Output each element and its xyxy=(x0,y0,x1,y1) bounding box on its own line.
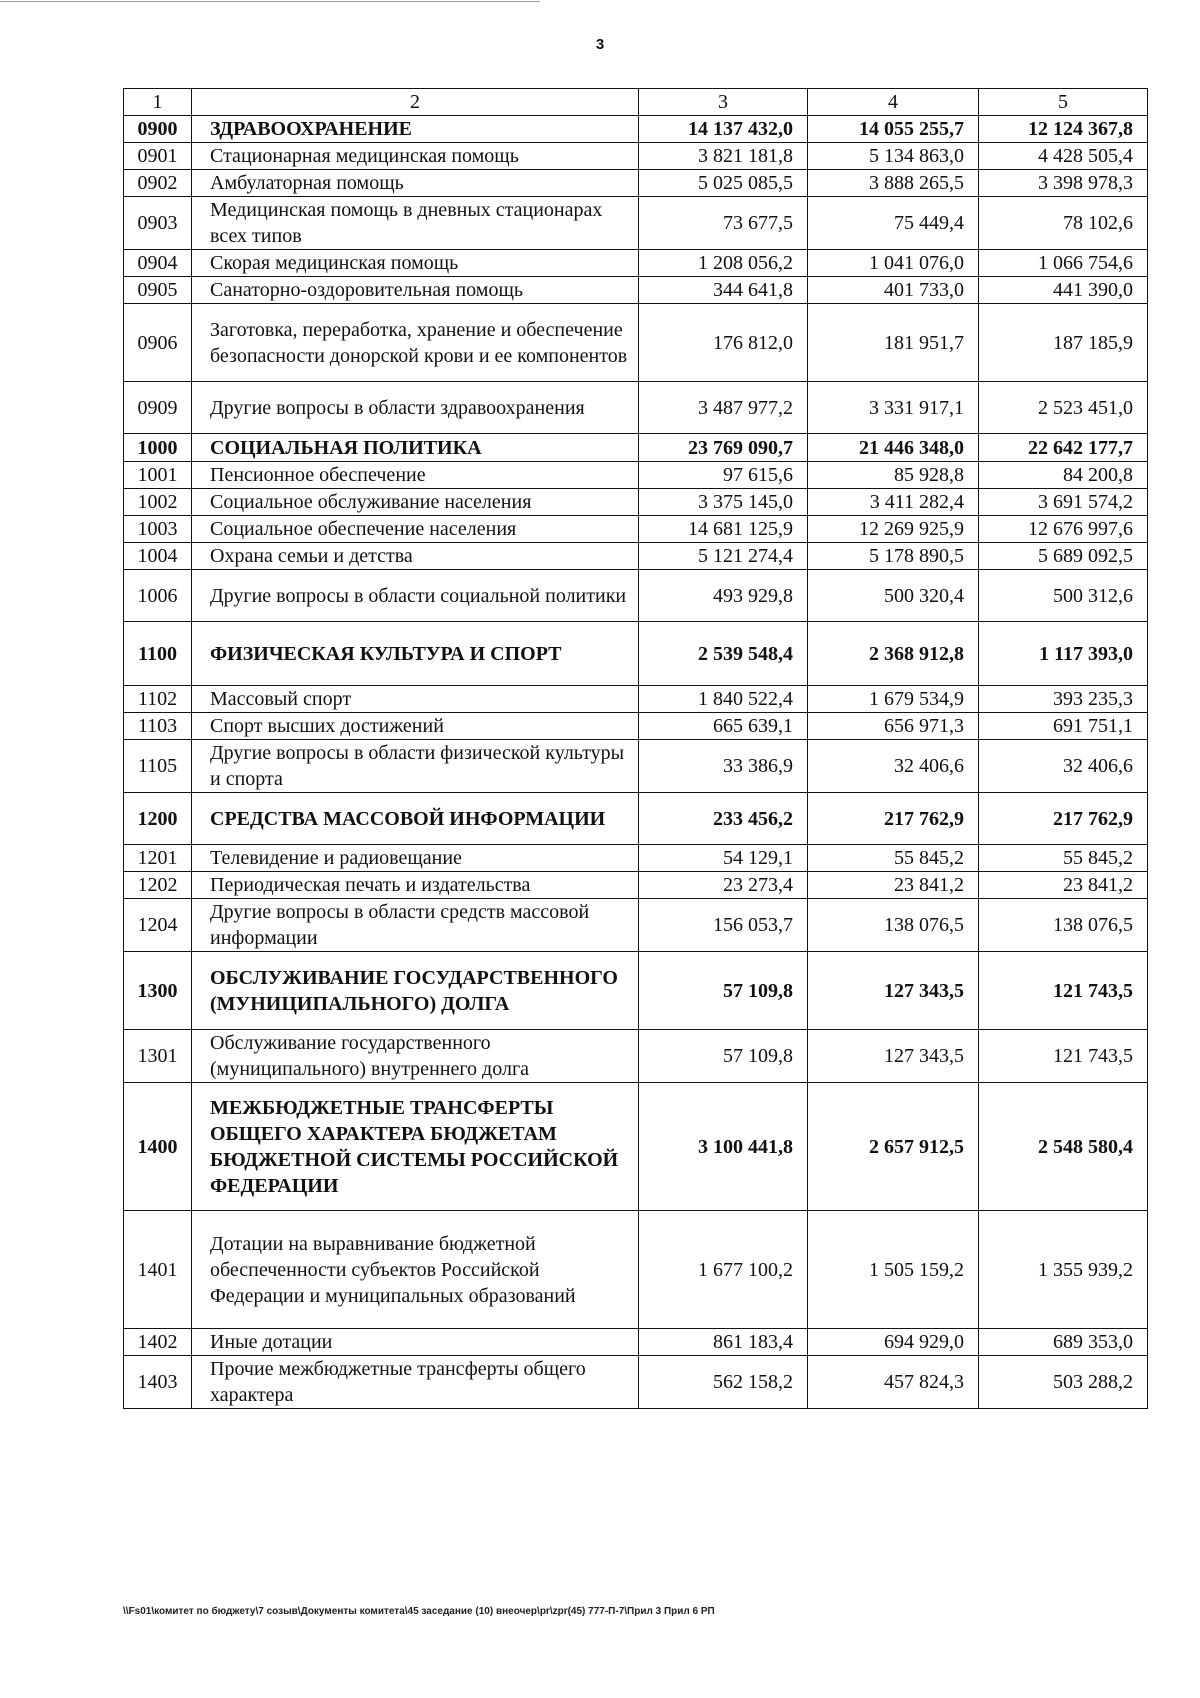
table-row xyxy=(124,1030,1148,1083)
row-value-col3: 23 273,4 xyxy=(639,872,808,899)
row-value-col4: 23 841,2 xyxy=(808,872,979,899)
row-value-col4: 3 331 917,1 xyxy=(808,382,979,434)
top-rule xyxy=(0,1,540,2)
row-value-col4: 1 041 076,0 xyxy=(808,250,979,277)
row-name: Иные дотации xyxy=(192,1329,639,1356)
row-value-col4: 12 269 925,9 xyxy=(808,516,979,543)
row-value-col5: 78 102,6 xyxy=(979,197,1148,250)
row-value-col4: 14 055 255,7 xyxy=(808,116,979,143)
row-name: Телевидение и радиовещание xyxy=(192,845,639,872)
table-row xyxy=(124,462,1148,489)
row-value-col4: 656 971,3 xyxy=(808,713,979,740)
column-header-5: 5 xyxy=(979,89,1148,116)
row-value-col4: 181 951,7 xyxy=(808,304,979,382)
row-value-col5: 55 845,2 xyxy=(979,845,1148,872)
table-row xyxy=(124,516,1148,543)
row-value-col4: 85 928,8 xyxy=(808,462,979,489)
table-row xyxy=(124,1356,1148,1409)
row-value-col3: 57 109,8 xyxy=(639,952,808,1030)
row-name: Социальное обеспечение населения xyxy=(192,516,639,543)
row-value-col3: 1 840 522,4 xyxy=(639,686,808,713)
table-row xyxy=(124,543,1148,570)
row-value-col5: 500 312,6 xyxy=(979,570,1148,622)
row-value-col3: 1 677 100,2 xyxy=(639,1211,808,1329)
row-code: 1202 xyxy=(124,872,192,899)
row-value-col4: 401 733,0 xyxy=(808,277,979,304)
row-value-col4: 3 888 265,5 xyxy=(808,170,979,197)
row-value-col3: 3 487 977,2 xyxy=(639,382,808,434)
row-code: 1003 xyxy=(124,516,192,543)
row-name: Скорая медицинская помощь xyxy=(192,250,639,277)
row-name: Дотации на выравнивание бюджетной обеспеченности субъектов Российской Федерации и муниципальных образований xyxy=(192,1211,639,1329)
row-value-col5: 32 406,6 xyxy=(979,740,1148,793)
row-name: Медицинская помощь в дневных стационарах всех типов xyxy=(192,197,639,250)
budget-table xyxy=(123,88,1148,1409)
column-header-3: 3 xyxy=(639,89,808,116)
table-row xyxy=(124,277,1148,304)
row-code: 0905 xyxy=(124,277,192,304)
row-value-col3: 33 386,9 xyxy=(639,740,808,793)
row-code: 0904 xyxy=(124,250,192,277)
row-value-col3: 176 812,0 xyxy=(639,304,808,382)
table-row xyxy=(124,170,1148,197)
row-value-col3: 57 109,8 xyxy=(639,1030,808,1083)
row-name: ФИЗИЧЕСКАЯ КУЛЬТУРА И СПОРТ xyxy=(192,622,639,686)
row-code: 0901 xyxy=(124,143,192,170)
row-code: 1401 xyxy=(124,1211,192,1329)
row-value-col5: 441 390,0 xyxy=(979,277,1148,304)
row-value-col5: 1 355 939,2 xyxy=(979,1211,1148,1329)
section-row xyxy=(124,952,1148,1030)
section-row xyxy=(124,434,1148,462)
row-value-col3: 1 208 056,2 xyxy=(639,250,808,277)
row-value-col3: 156 053,7 xyxy=(639,899,808,952)
row-code: 1002 xyxy=(124,489,192,516)
row-name: Другие вопросы в области средств массовой информации xyxy=(192,899,639,952)
table-row xyxy=(124,686,1148,713)
row-name: СРЕДСТВА МАССОВОЙ ИНФОРМАЦИИ xyxy=(192,793,639,845)
row-value-col5: 12 124 367,8 xyxy=(979,116,1148,143)
row-name: Другие вопросы в области социальной политики xyxy=(192,570,639,622)
row-code: 1200 xyxy=(124,793,192,845)
row-value-col3: 3 821 181,8 xyxy=(639,143,808,170)
row-value-col3: 233 456,2 xyxy=(639,793,808,845)
table-header-row xyxy=(124,89,1148,116)
row-value-col3: 97 615,6 xyxy=(639,462,808,489)
row-code: 1006 xyxy=(124,570,192,622)
row-value-col5: 22 642 177,7 xyxy=(979,434,1148,462)
row-name: Санаторно-оздоровительная помощь xyxy=(192,277,639,304)
row-value-col5: 4 428 505,4 xyxy=(979,143,1148,170)
row-code: 1300 xyxy=(124,952,192,1030)
row-code: 1001 xyxy=(124,462,192,489)
row-value-col5: 503 288,2 xyxy=(979,1356,1148,1409)
row-value-col3: 562 158,2 xyxy=(639,1356,808,1409)
row-value-col4: 694 929,0 xyxy=(808,1329,979,1356)
row-code: 1402 xyxy=(124,1329,192,1356)
row-value-col4: 3 411 282,4 xyxy=(808,489,979,516)
section-row xyxy=(124,622,1148,686)
row-value-col5: 84 200,8 xyxy=(979,462,1148,489)
row-code: 0906 xyxy=(124,304,192,382)
row-value-col4: 5 178 890,5 xyxy=(808,543,979,570)
row-name: Охрана семьи и детства xyxy=(192,543,639,570)
row-name: Социальное обслуживание населения xyxy=(192,489,639,516)
row-name: Другие вопросы в области здравоохранения xyxy=(192,382,639,434)
row-name: ОБСЛУЖИВАНИЕ ГОСУДАРСТВЕННОГО (МУНИЦИПАЛЬНОГО) ДОЛГА xyxy=(192,952,639,1030)
row-code: 1100 xyxy=(124,622,192,686)
row-value-col5: 187 185,9 xyxy=(979,304,1148,382)
row-value-col5: 393 235,3 xyxy=(979,686,1148,713)
row-value-col4: 2 657 912,5 xyxy=(808,1083,979,1211)
row-value-col5: 217 762,9 xyxy=(979,793,1148,845)
footer-file-path: \\Fs01\комитет по бюджету\7 созыв\Документы комитета\45 заседание (10) внеочер\pr\zpr(45) 777-П-7\Прил 3 Прил 6 РП xyxy=(123,1606,715,1617)
table-row xyxy=(124,1211,1148,1329)
row-value-col5: 23 841,2 xyxy=(979,872,1148,899)
row-value-col3: 14 681 125,9 xyxy=(639,516,808,543)
row-value-col5: 138 076,5 xyxy=(979,899,1148,952)
table-row xyxy=(124,304,1148,382)
row-value-col3: 3 375 145,0 xyxy=(639,489,808,516)
table-row xyxy=(124,382,1148,434)
row-code: 1000 xyxy=(124,434,192,462)
row-code: 1102 xyxy=(124,686,192,713)
row-value-col3: 23 769 090,7 xyxy=(639,434,808,462)
row-value-col3: 5 121 274,4 xyxy=(639,543,808,570)
row-value-col4: 127 343,5 xyxy=(808,952,979,1030)
table-row xyxy=(124,1329,1148,1356)
column-header-4: 4 xyxy=(808,89,979,116)
row-value-col4: 75 449,4 xyxy=(808,197,979,250)
row-value-col3: 344 641,8 xyxy=(639,277,808,304)
row-name: ЗДРАВООХРАНЕНИЕ xyxy=(192,116,639,143)
row-name: Пенсионное обеспечение xyxy=(192,462,639,489)
row-value-col5: 1 066 754,6 xyxy=(979,250,1148,277)
row-value-col4: 1 679 534,9 xyxy=(808,686,979,713)
row-value-col3: 3 100 441,8 xyxy=(639,1083,808,1211)
row-value-col4: 138 076,5 xyxy=(808,899,979,952)
row-value-col5: 691 751,1 xyxy=(979,713,1148,740)
row-name: МЕЖБЮДЖЕТНЫЕ ТРАНСФЕРТЫ ОБЩЕГО ХАРАКТЕРА БЮДЖЕТАМ БЮДЖЕТНОЙ СИСТЕМЫ РОССИЙСКОЙ ФЕДЕРАЦИИ xyxy=(192,1083,639,1211)
row-code: 1201 xyxy=(124,845,192,872)
row-value-col5: 3 398 978,3 xyxy=(979,170,1148,197)
section-row xyxy=(124,1083,1148,1211)
row-name: Массовый спорт xyxy=(192,686,639,713)
row-value-col5: 12 676 997,6 xyxy=(979,516,1148,543)
table-row xyxy=(124,740,1148,793)
row-value-col4: 55 845,2 xyxy=(808,845,979,872)
row-value-col5: 121 743,5 xyxy=(979,1030,1148,1083)
row-value-col5: 689 353,0 xyxy=(979,1329,1148,1356)
row-name: Заготовка, переработка, хранение и обеспечение безопасности донорской крови и ее компонентов xyxy=(192,304,639,382)
row-code: 0902 xyxy=(124,170,192,197)
row-value-col4: 21 446 348,0 xyxy=(808,434,979,462)
row-code: 1301 xyxy=(124,1030,192,1083)
row-name: Спорт высших достижений xyxy=(192,713,639,740)
row-name: Амбулаторная помощь xyxy=(192,170,639,197)
row-value-col3: 493 929,8 xyxy=(639,570,808,622)
row-value-col3: 73 677,5 xyxy=(639,197,808,250)
row-value-col4: 2 368 912,8 xyxy=(808,622,979,686)
row-value-col4: 127 343,5 xyxy=(808,1030,979,1083)
row-name: Прочие межбюджетные трансферты общего характера xyxy=(192,1356,639,1409)
row-name: Стационарная медицинская помощь xyxy=(192,143,639,170)
column-header-2: 2 xyxy=(192,89,639,116)
row-code: 1204 xyxy=(124,899,192,952)
table-row xyxy=(124,143,1148,170)
row-value-col3: 665 639,1 xyxy=(639,713,808,740)
row-value-col3: 14 137 432,0 xyxy=(639,116,808,143)
row-value-col3: 5 025 085,5 xyxy=(639,170,808,197)
row-code: 0903 xyxy=(124,197,192,250)
row-code: 0909 xyxy=(124,382,192,434)
row-name: Обслуживание государственного (муниципального) внутреннего долга xyxy=(192,1030,639,1083)
table-row xyxy=(124,570,1148,622)
table-row xyxy=(124,713,1148,740)
table-row xyxy=(124,845,1148,872)
row-value-col4: 32 406,6 xyxy=(808,740,979,793)
row-name: Периодическая печать и издательства xyxy=(192,872,639,899)
row-code: 1004 xyxy=(124,543,192,570)
row-code: 1105 xyxy=(124,740,192,793)
row-value-col5: 2 548 580,4 xyxy=(979,1083,1148,1211)
row-value-col5: 3 691 574,2 xyxy=(979,489,1148,516)
row-value-col5: 5 689 092,5 xyxy=(979,543,1148,570)
row-code: 1103 xyxy=(124,713,192,740)
row-name: СОЦИАЛЬНАЯ ПОЛИТИКА xyxy=(192,434,639,462)
row-value-col3: 54 129,1 xyxy=(639,845,808,872)
row-value-col4: 457 824,3 xyxy=(808,1356,979,1409)
row-name: Другие вопросы в области физической культуры и спорта xyxy=(192,740,639,793)
row-value-col5: 1 117 393,0 xyxy=(979,622,1148,686)
table-row xyxy=(124,250,1148,277)
row-value-col5: 121 743,5 xyxy=(979,952,1148,1030)
row-value-col4: 217 762,9 xyxy=(808,793,979,845)
row-value-col3: 861 183,4 xyxy=(639,1329,808,1356)
row-value-col5: 2 523 451,0 xyxy=(979,382,1148,434)
table-body xyxy=(124,89,1148,1409)
table-row xyxy=(124,489,1148,516)
row-code: 1400 xyxy=(124,1083,192,1211)
row-value-col4: 500 320,4 xyxy=(808,570,979,622)
table-row xyxy=(124,872,1148,899)
section-row xyxy=(124,793,1148,845)
table-row xyxy=(124,899,1148,952)
table-row xyxy=(124,197,1148,250)
page-number: 3 xyxy=(595,36,605,53)
row-code: 1403 xyxy=(124,1356,192,1409)
row-code: 0900 xyxy=(124,116,192,143)
row-value-col4: 5 134 863,0 xyxy=(808,143,979,170)
row-value-col3: 2 539 548,4 xyxy=(639,622,808,686)
row-value-col4: 1 505 159,2 xyxy=(808,1211,979,1329)
column-header-1: 1 xyxy=(124,89,192,116)
section-row xyxy=(124,116,1148,143)
